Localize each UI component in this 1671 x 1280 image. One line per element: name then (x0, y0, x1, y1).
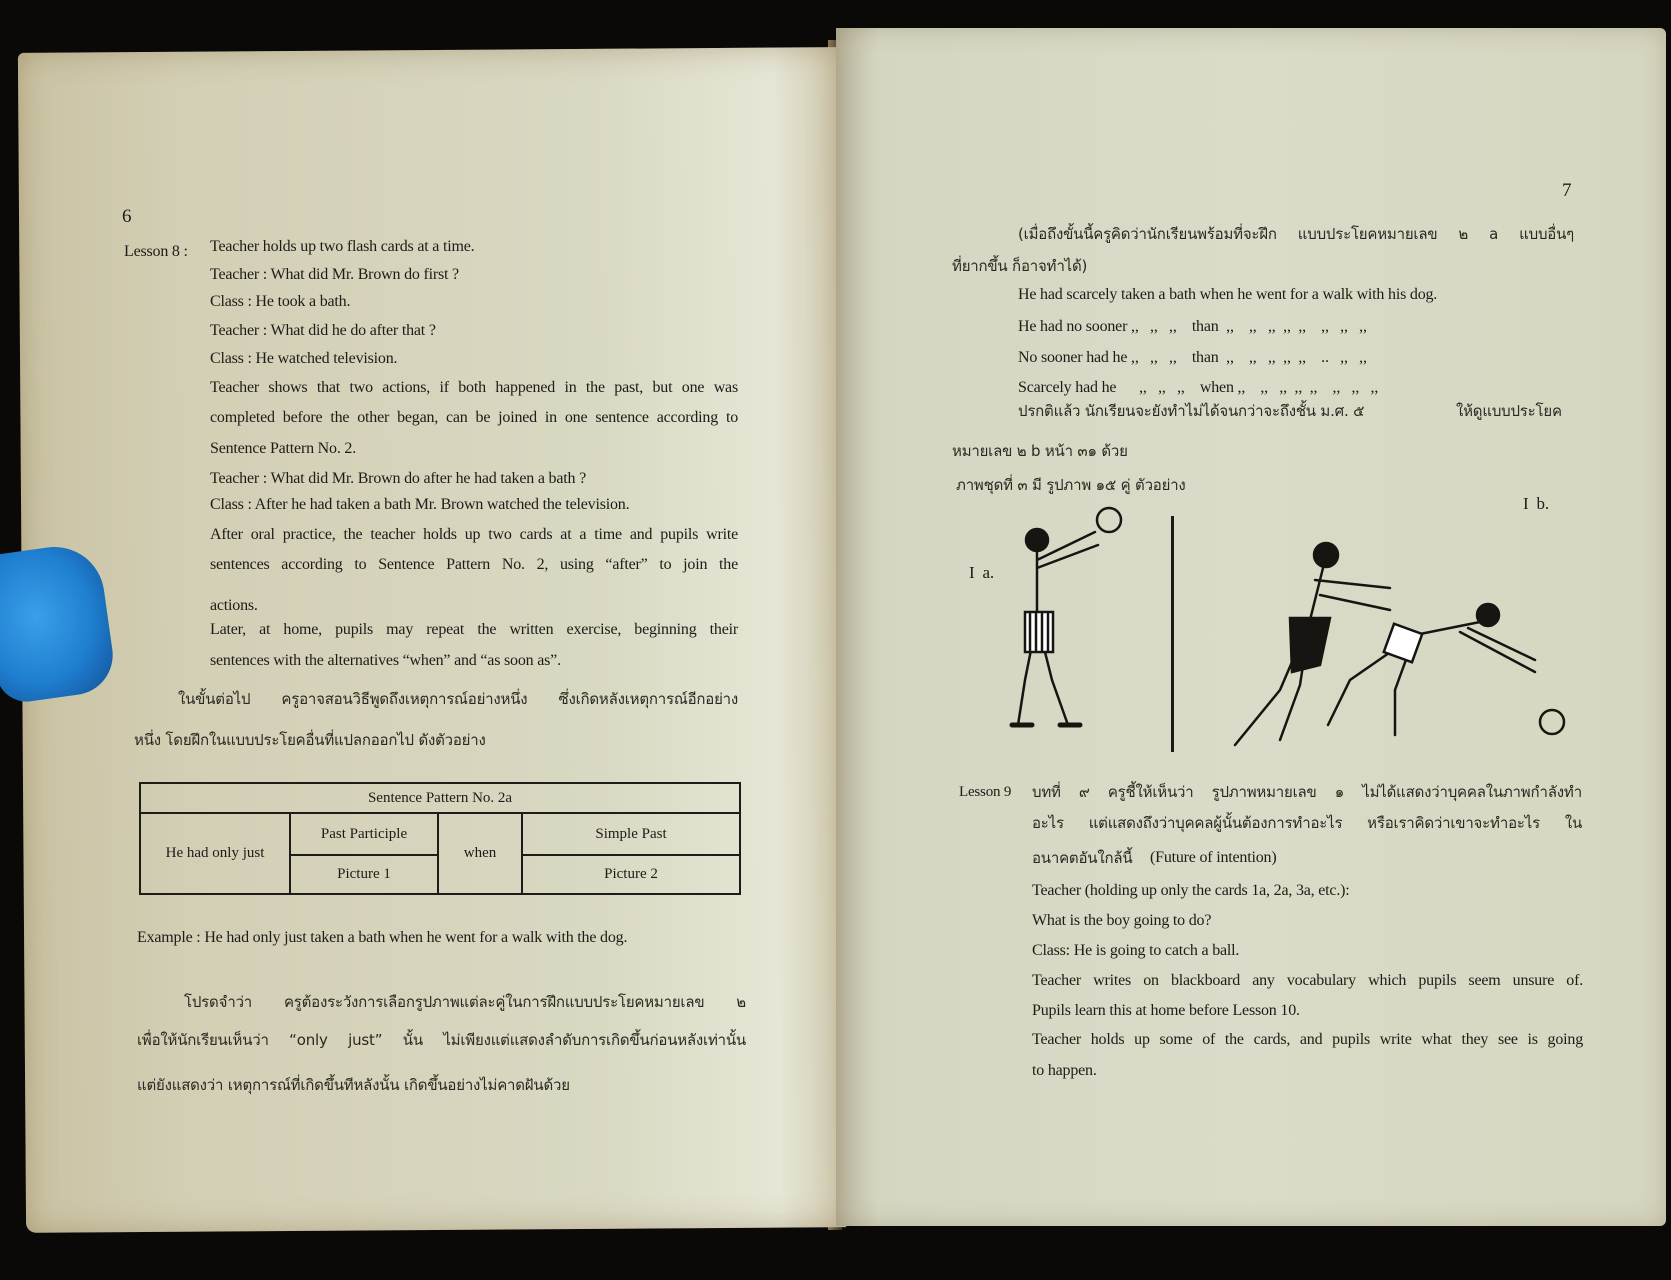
table-cell: He had only just (140, 813, 290, 894)
example-sentence: Example : He had only just taken a bath when he went for a walk with the dog. (137, 929, 628, 946)
page-number: 6 (122, 206, 132, 227)
boy-head (1026, 529, 1048, 551)
thai-paragraph-line: แต่ยังแสดงว่า เหตุการณ์ที่เกิดขึ้นทีหลังนั้น เกิดขึ้นอย่างไม่คาดฝันด้วย (137, 1076, 570, 1094)
table-cell: Picture 1 (290, 855, 438, 894)
body-text-line: actions. (210, 597, 258, 614)
body-text-line: Class : He took a bath. (210, 293, 351, 310)
body-text-line: Teacher holds up two flash cards at a time. (210, 238, 475, 255)
thai-paragraph-line: โปรดจำว่า ครูต้องระวังการเลือกรูปภาพแต่ละคู่ในการฝึกแบบประโยคหมายเลข ๒ (184, 993, 746, 1011)
body-text-line: Teacher (holding up only the cards 1a, 2a, 3a, etc.): (1032, 882, 1350, 899)
page-number: 7 (1562, 180, 1572, 201)
sentence-line: He had no sooner ,, ,, ,, than ,, ,, ,, ,, ,, ,, ,, ,, (1018, 318, 1367, 335)
body-text-line: Teacher shows that two actions, if both happened in the past, but one was (210, 379, 738, 396)
body-text-line: Teacher : What did Mr. Brown do after he had taken a bath ? (210, 470, 586, 487)
lesson-thai-line: บทที่ ๙ ครูชี้ให้เห็นว่า รูปภาพหมายเลข ๑ ไม่ได้แสดงว่าบุคคลในภาพกำลังทำ (1032, 783, 1582, 801)
body-text-line: sentences according to Sentence Pattern No. 2, using “after” to join the (210, 556, 738, 573)
table-title: Sentence Pattern No. 2a (140, 783, 740, 813)
illustration-boys-catching-ball (990, 500, 1590, 760)
body-text-line: Class : He watched television. (210, 350, 398, 367)
thai-paragraph-line: (เมื่อถึงขั้นนี้ครูคิดว่านักเรียนพร้อมที่จะฝึก แบบประโยคหมายเลข ๒ a แบบอื่นๆ (1018, 225, 1574, 243)
table-cell: Past Participle (290, 813, 438, 855)
body-text-line: Teacher holds up some of the cards, and pupils write what they see is going (1032, 1031, 1583, 1048)
figure-label-1b: I b. (1523, 494, 1549, 513)
body-text-line: Later, at home, pupils may repeat the written exercise, beginning their (210, 621, 738, 638)
thai-paragraph-line: ที่ยากขึ้น ก็อาจทำได้) (952, 257, 1088, 275)
body-text-line: sentences with the alternatives “when” and “as soon as”. (210, 652, 561, 669)
body-text-line: completed before the other began, can be joined in one sentence according to (210, 409, 738, 426)
body-text-line: Class: He is going to catch a ball. (1032, 942, 1240, 959)
sentence-pattern-table (139, 782, 741, 895)
body-text-line: After oral practice, the teacher holds up two cards at a time and pupils write (210, 526, 738, 543)
sentence-line: No sooner had he ,, ,, ,, than ,, ,, ,, ,, ,, .. ,, ,, (1018, 349, 1367, 366)
sentence-line: Scarcely had he ,, ,, ,, when ,, ,, ,, ,, ,, ,, ,, ,, (1018, 379, 1379, 396)
future-of-intention: (Future of intention) (1150, 849, 1277, 866)
thai-paragraph-line: หนึ่ง โดยฝึกในแบบประโยคอื่นที่แปลกออกไป ดังตัวอย่าง (134, 731, 486, 749)
body-text-line: to happen. (1032, 1062, 1097, 1079)
left-page (18, 47, 846, 1233)
lesson-thai-line: อะไร แต่แสดงถึงว่าบุคคลผู้นั้นต้องการทำอะไร หรือเราคิดว่าเขาจะทำอะไร ใน (1032, 814, 1582, 832)
lesson-label: Lesson 8 : (124, 243, 188, 260)
body-text-line: What is the boy going to do? (1032, 912, 1212, 929)
thai-paragraph-line: ในขั้นต่อไป ครูอาจสอนวิธีพูดถึงเหตุการณ์อย่างหนึ่ง ซึ่งเกิดหลังเหตุการณ์อีกอย่าง (178, 690, 738, 708)
body-text-line: Pupils learn this at home before Lesson 10. (1032, 1002, 1300, 1019)
thai-note: หมายเลข ๒ b หน้า ๓๑ ด้วย (952, 442, 1128, 460)
ball-icon (1097, 508, 1121, 532)
body-text-line: Class : After he had taken a bath Mr. Brown watched the television. (210, 496, 630, 513)
thai-paragraph-line: เพื่อให้นักเรียนเห็นว่า “only just” นั้น ไม่เพียงแต่แสดงลำดับการเกิดขึ้นก่อนหลังเท่านั้น (137, 1031, 746, 1049)
table-cell: Picture 2 (522, 855, 740, 894)
thai-note: ให้ดูแบบประโยค (1456, 402, 1562, 420)
body-text-line: Teacher writes on blackboard any vocabulary which pupils seem unsure of. (1032, 972, 1583, 989)
body-text-line: Sentence Pattern No. 2. (210, 440, 357, 457)
lesson-thai-line: อนาคตอันใกล้นี้ (1032, 849, 1133, 867)
body-text-line: Teacher : What did he do after that ? (210, 322, 436, 339)
figure-label-1a: I a. (969, 563, 994, 582)
body-text-line: Teacher : What did Mr. Brown do first ? (210, 266, 459, 283)
thai-note: ภาพชุดที่ ๓ มี รูปภาพ ๑๕ คู่ ตัวอย่าง (956, 476, 1186, 494)
thai-note: ปรกติแล้ว นักเรียนจะยังทำไม่ได้จนกว่าจะถึงชั้น ม.ศ. ๕ (1018, 402, 1365, 420)
sentence-line: He had scarcely taken a bath when he went for a walk with his dog. (1018, 286, 1438, 303)
table-cell: Simple Past (522, 813, 740, 855)
lesson-label: Lesson 9 (959, 784, 1012, 800)
table-cell: when (438, 813, 522, 894)
